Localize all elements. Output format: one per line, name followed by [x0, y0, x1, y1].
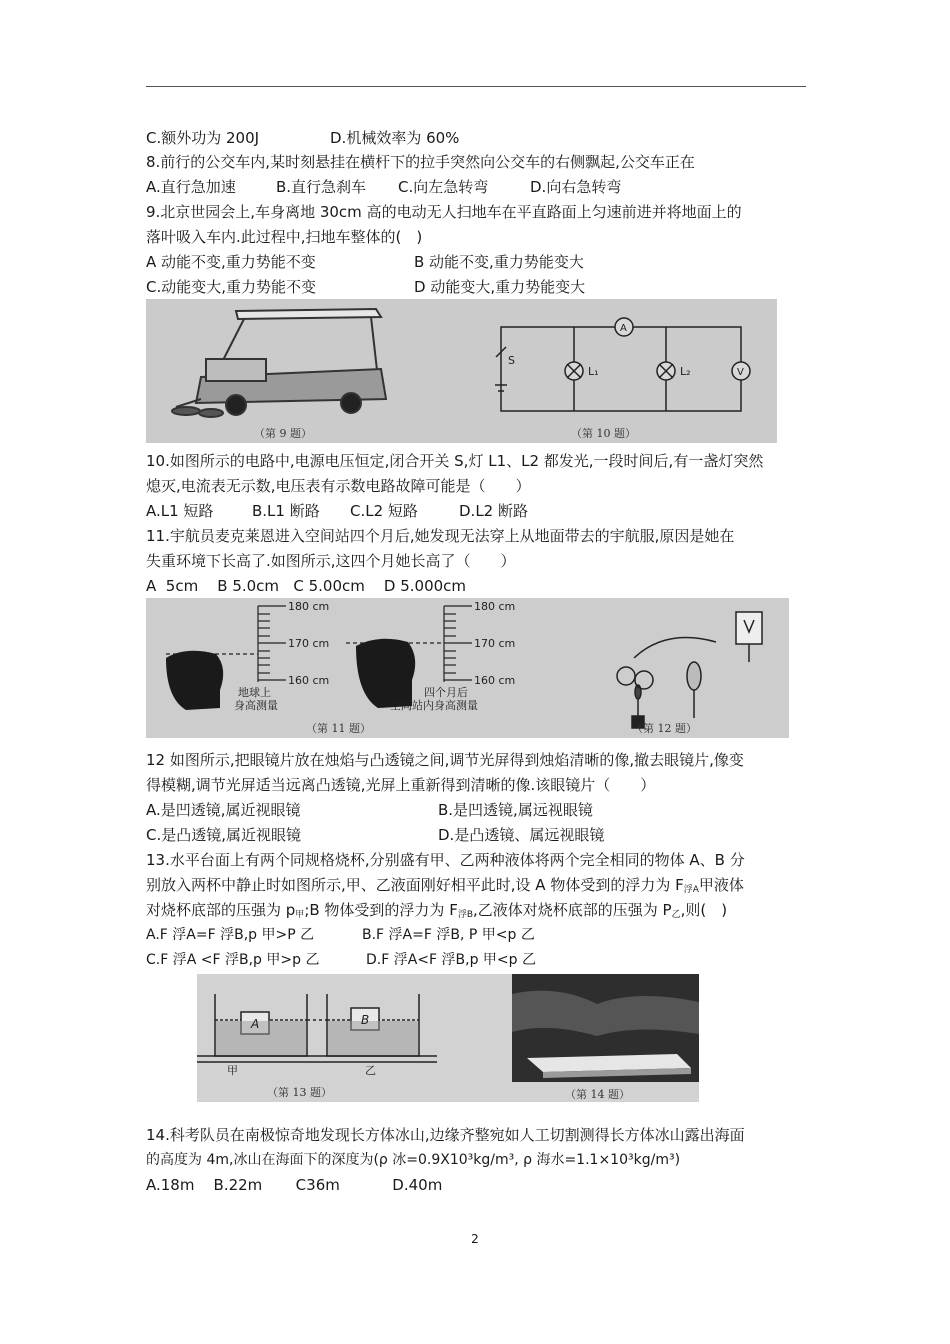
q13-s3-sub3: 乙: [671, 910, 681, 920]
q9-stem-line1: 9.北京世园会上,车身离地 30cm 高的电动无人扫地车在平直路面上匀速前进并将地面上的: [146, 203, 742, 221]
caption-fig13: （第 13 题）: [267, 1086, 332, 1099]
caption-fig9: （第 9 题）: [254, 427, 312, 440]
q10-option-b: B.L1 断路: [252, 502, 320, 520]
q9-option-b: B 动能不变,重力势能变大: [414, 253, 584, 271]
q12-stem-line1: 12 如图所示,把眼镜片放在烛焰与凸透镜之间,调节光屏得到烛焰清晰的像,撤去眼镜片,像变: [146, 751, 744, 769]
q12-option-b: B.是凹透镜,属远视眼镜: [438, 801, 593, 819]
earth-label-2: 身高测量: [234, 699, 278, 712]
q13-sub-fa: 浮A: [683, 885, 699, 895]
box-a-label: A: [251, 1017, 260, 1031]
figure-q11-q12: [146, 598, 789, 738]
q7-option-c: C.额外功为 200J: [146, 129, 260, 147]
space-label-1: 四个月后: [424, 686, 468, 699]
q13-option-a: A.F 浮A=F 浮B,p 甲>P 乙: [146, 927, 315, 943]
lamp1-label: L₁: [588, 365, 599, 378]
q12-stem-line2: 得模糊,调节光屏适当远离凸透镜,光屏上重新得到清晰的像.该眼镜片（ ）: [146, 776, 656, 794]
q7-option-d: D.机械效率为 60%: [330, 129, 460, 147]
q12-option-c: C.是凸透镜,属近视眼镜: [146, 826, 302, 844]
q13-stem-line1: 13.水平台面上有两个同规格烧杯,分别盛有甲、乙两种液体将两个完全相同的物体 A、B 分: [146, 851, 745, 869]
q9-option-c: C.动能变大,重力势能不变: [146, 278, 317, 296]
q8-option-c: C.向左急转弯: [398, 178, 489, 196]
caption-fig12: （第 12 题）: [632, 722, 697, 735]
ruler2-170: 170 cm: [474, 637, 516, 650]
q8-option-b: B.直行急刹车: [276, 178, 367, 196]
figure-q9-q10: [146, 299, 777, 443]
q13-stem-line2-text: 别放入两杯中静止时如图所示,甲、乙液面刚好相平此时,设 A 物体受到的浮力为 F: [146, 876, 684, 894]
q14-stem-line1: 14.科考队员在南极惊奇地发现长方体冰山,边缘齐整宛如人工切割测得长方体冰山露出海面: [146, 1126, 745, 1144]
earth-label-1: 地球上: [238, 686, 271, 699]
q13-s3-sub1: 甲: [295, 910, 305, 920]
ruler2-180: 180 cm: [474, 600, 516, 613]
q10-option-d: D.L2 断路: [459, 502, 528, 520]
beaker-jia-label: 甲: [227, 1064, 238, 1077]
q13-s3-sub2: 浮B: [457, 910, 474, 920]
ruler1-170: 170 cm: [288, 637, 330, 650]
beaker-yi-label: 乙: [365, 1064, 376, 1077]
q13-s3b: ;B 物体受到的浮力为 F: [304, 901, 458, 919]
ruler2-160: 160 cm: [474, 674, 516, 687]
q12-option-a: A.是凹透镜,属近视眼镜: [146, 801, 301, 819]
header-rule: [146, 86, 806, 87]
caption-fig14: （第 14 题）: [565, 1088, 630, 1101]
ruler1-160: 160 cm: [288, 674, 330, 687]
box-b-label: B: [361, 1013, 370, 1027]
q13-s3c: ,乙液体对烧杯底部的压强为 P: [473, 901, 672, 919]
q11-stem-line1: 11.宇航员麦克莱恩进入空间站四个月后,她发现无法穿上从地面带去的宇航服,原因是她在: [146, 527, 735, 545]
q13-s3d: ,则( ): [680, 901, 728, 919]
q12-option-d: D.是凸透镜、属远视眼镜: [438, 826, 605, 844]
q9-option-d: D 动能变大,重力势能变大: [414, 278, 586, 296]
q13-option-b: B.F 浮A=F 浮B, P 甲<p 乙: [362, 927, 535, 943]
space-label-2: 空间站内身高测量: [390, 699, 478, 712]
q10-option-c: C.L2 短路: [350, 502, 418, 520]
q14-options: A.18m B.22m C36m D.40m: [146, 1176, 443, 1194]
voltmeter-label: V: [737, 367, 744, 378]
lamp2-label: L₂: [680, 365, 691, 378]
q14-stem-line2: 的高度为 4m,冰山在海面下的深度为(ρ 冰=0.9X10³kg/m³, ρ 海水=1.1×10³kg/m³): [146, 1152, 681, 1168]
caption-fig10: （第 10 题）: [571, 427, 636, 440]
q10-stem-line1: 10.如图所示的电路中,电源电压恒定,闭合开关 S,灯 L1、L2 都发光,一段时间后,有一盏灯突然: [146, 452, 764, 470]
q10-stem-line2: 熄灭,电流表无示数,电压表有示数电路故障可能是（ ）: [146, 477, 531, 495]
q13-s3a: 对烧杯底部的压强为 p: [146, 901, 296, 919]
q8-option-d: D.向右急转弯: [530, 178, 622, 196]
page-number: 2: [471, 1232, 479, 1246]
caption-fig11: （第 11 题）: [306, 722, 371, 735]
q11-options: A 5cm B 5.0cm C 5.00cm D 5.000cm: [146, 577, 467, 595]
q8-stem: 8.前行的公交车内,某时刻悬挂在横杆下的拉手突然向公交车的右侧飘起,公交车正在: [146, 153, 695, 171]
q13-option-c: C.F 浮A <F 浮B,p 甲>p 乙: [146, 952, 320, 968]
q13-stem-line3: [146, 900, 727, 925]
q9-stem-line2: 落叶吸入车内.此过程中,扫地车整体的( ): [146, 228, 423, 246]
ammeter-label: A: [620, 323, 627, 334]
ruler1-180: 180 cm: [288, 600, 330, 613]
q9-option-a: A 动能不变,重力势能不变: [146, 253, 316, 271]
q13-stem-line2-end: 甲液体: [698, 876, 744, 894]
q13-option-d: D.F 浮A<F 浮B,p 甲<p 乙: [366, 952, 537, 968]
q13-stem-line2: [146, 875, 744, 900]
q10-option-a: A.L1 短路: [146, 502, 214, 520]
q8-option-a: A.直行急加速: [146, 178, 236, 196]
figure-q13-q14: [197, 974, 699, 1102]
q11-stem-line2: 失重环境下长高了.如图所示,这四个月她长高了（ ）: [146, 552, 516, 570]
switch-label: S: [508, 354, 515, 367]
